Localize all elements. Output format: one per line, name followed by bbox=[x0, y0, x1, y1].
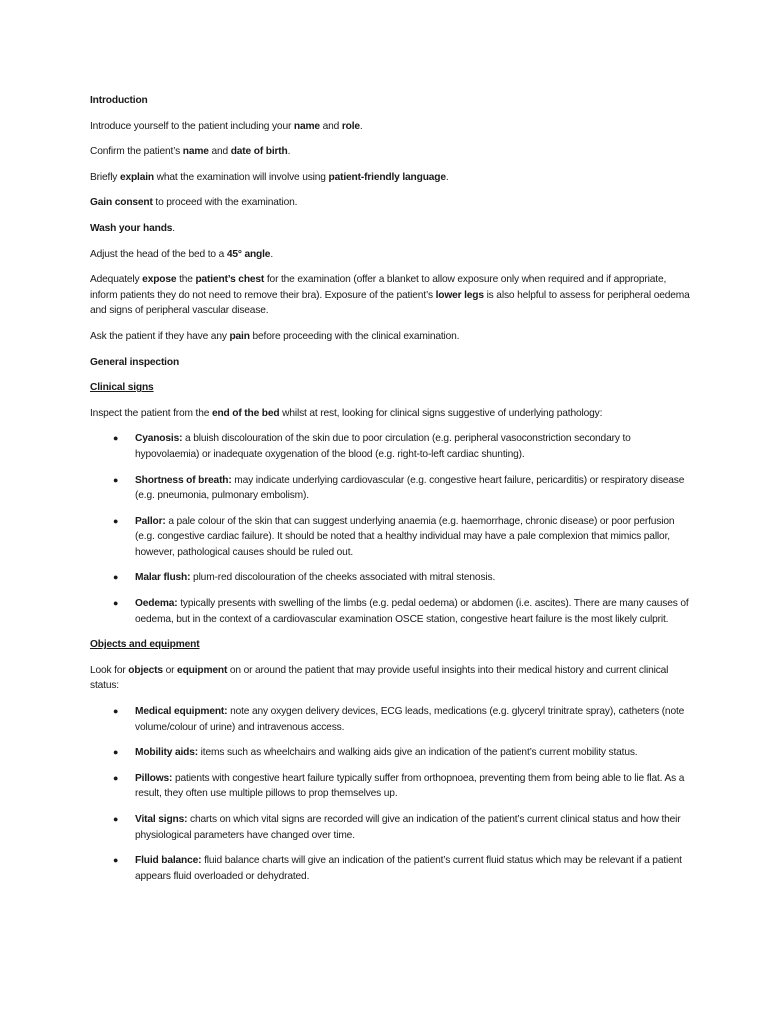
list-item: ● Shortness of breath: may indicate underlying cardiovascular (e.g. congestive heart failure, pericarditis) or respiratory disease (e.g. pneumonia, pulmonary embolism). bbox=[113, 474, 685, 502]
document-page bbox=[90, 93, 690, 894]
bullet-icon: ● bbox=[113, 747, 119, 758]
clinical-signs-list bbox=[90, 431, 690, 627]
list-item: ● Malar flush: plum-red discolouration of the cheeks associated with mitral stenosis. bbox=[90, 570, 690, 586]
paragraph-consent: Gain consent to proceed with the examination. bbox=[90, 197, 298, 209]
bullet-icon: ● bbox=[113, 706, 119, 717]
paragraph-explain: Briefly explain what the examination will involve using patient-friendly language. bbox=[90, 171, 449, 183]
paragraph-expose: Adequately expose the patient’s chest for the examination (offer a blanket to allow exposure only when required and if appropriate, inform patients they do not need to remove their bra). Exposure of the patient’s lower legs is also helpful to assess for peripheral oedema and signs of peripheral vascular disease. bbox=[90, 274, 690, 317]
list-item: ● Pillows: patients with congestive heart failure typically suffer from orthopnoea, preventing them from being able to lie flat. As a result, they often use multiple pillows to prop themselves up. bbox=[113, 772, 685, 800]
bullet-icon: ● bbox=[113, 572, 119, 583]
paragraph-wash-hands: Wash your hands. bbox=[90, 222, 175, 234]
bullet-icon: ● bbox=[113, 855, 119, 866]
section-heading-general-inspection: General inspection bbox=[90, 356, 180, 368]
list-item: ● Oedema: typically presents with swelling of the limbs (e.g. pedal oedema) or abdomen (i.e. ascites). There are many causes of oedema, but in the context of a cardiovascular examination OSCE station, congestive heart failure is the most likely culprit. bbox=[113, 598, 689, 625]
bullet-icon: ● bbox=[113, 515, 119, 526]
bullet-icon: ● bbox=[113, 474, 119, 485]
bullet-icon: ● bbox=[113, 598, 119, 609]
list-item: ● Cyanosis: a bluish discolouration of the skin due to poor circulation (e.g. peripheral vasoconstriction secondary to hypovolaemia) or inadequate oxygenation of the blood (e.g. right-to-left cardiac shunting). bbox=[113, 433, 631, 460]
paragraph-confirm: Confirm the patient’s name and date of birth. bbox=[90, 146, 291, 158]
objects-equipment-list bbox=[90, 704, 690, 884]
list-item: ● Mobility aids: items such as wheelchairs and walking aids give an indication of the patient’s current mobility status. bbox=[90, 745, 690, 761]
paragraph-objects-intro: Look for objects or equipment on or around the patient that may provide useful insights into their medical history and current clinical status: bbox=[90, 664, 669, 692]
paragraph-bed-angle: Adjust the head of the bed to a 45° angle. bbox=[90, 248, 273, 260]
list-item: ● Pallor: a pale colour of the skin that can suggest underlying anaemia (e.g. haemorrhage, chronic disease) or poor perfusion (e.g. congestive cardiac failure). It should be noted that a healthy individual may have a pale complexion that mimics pallor, however, pathological causes should be ruled out. bbox=[113, 515, 675, 558]
subheading-clinical-signs: Clinical signs bbox=[90, 382, 154, 394]
bullet-icon: ● bbox=[113, 814, 119, 824]
list-item: ● Vital signs: charts on which vital signs are recorded will give an indication of the patient’s current clinical status and how their physiological parameters have changed over time. bbox=[113, 814, 681, 841]
bullet-icon: ● bbox=[113, 772, 119, 783]
list-item: ● Medical equipment: note any oxygen delivery devices, ECG leads, medications (e.g. glyceryl trinitrate spray), catheters (note volume/colour of urine) and intravenous access. bbox=[113, 706, 685, 733]
subheading-objects-equipment: Objects and equipment bbox=[90, 639, 200, 651]
section-heading-introduction: Introduction bbox=[90, 95, 148, 106]
list-item: ● Fluid balance: fluid balance charts will give an indication of the patient’s current fluid status which may be relevant if a patient appears fluid overloaded or dehydrated. bbox=[113, 855, 682, 882]
bullet-icon: ● bbox=[113, 433, 119, 444]
paragraph-introduce: Introduce yourself to the patient including your name and role. bbox=[90, 120, 363, 132]
paragraph-clinical-signs-intro: Inspect the patient from the end of the bed whilst at rest, looking for clinical signs suggestive of underlying pathology: bbox=[90, 407, 603, 419]
paragraph-pain: Ask the patient if they have any pain before proceeding with the clinical examination. bbox=[90, 330, 460, 342]
